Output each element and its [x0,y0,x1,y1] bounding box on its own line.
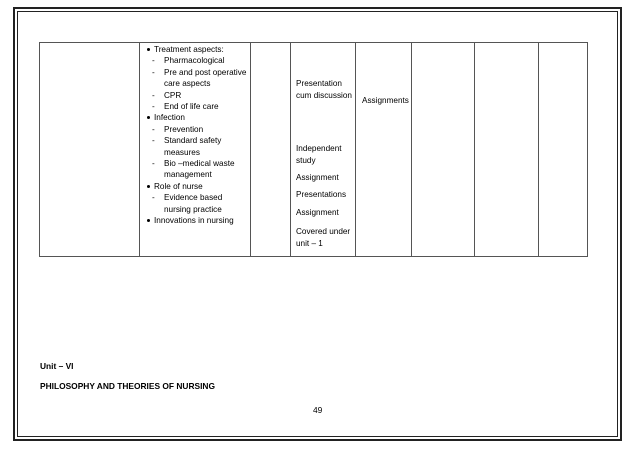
teaching-methods-cell [291,43,356,257]
evaluation-text: Assignments [362,96,409,105]
table-row [40,43,588,257]
method-assignment: Assignment [296,173,339,182]
curriculum-table [39,42,588,257]
list-item: - Pre and post operative care aspects [152,67,247,89]
list-item: - Standard safety measures [152,136,222,157]
list-item: - Bio –medical waste management [152,159,235,180]
page-number: 49 [313,405,323,415]
list-item: Treatment aspects: [144,44,250,55]
unit-title: Unit – VI [40,361,74,371]
evaluation-cell [356,43,412,257]
method-assignment-second: Assignment [296,208,339,217]
content-cell [140,43,251,257]
unit-objectives-cell [40,43,140,257]
list-item: - CPR [152,90,182,100]
list-item: Infection [144,112,250,123]
list-item: - End of life care [152,102,219,112]
unit-subtitle: PHILOSOPHY AND THEORIES OF NURSING [40,381,215,391]
empty-cell [475,43,539,257]
hours-cell [251,43,291,257]
empty-cell [412,43,475,257]
method-presentation-discussion: Presentation cum discussion [296,79,352,100]
list-item: - Pharmacological [152,56,225,66]
list-item: - Prevention [152,124,204,134]
content-list [140,44,250,227]
list-item: Innovations in nursing [144,215,250,226]
empty-cell [539,43,588,257]
list-item: Role of nurse [144,181,250,192]
method-independent-study: Independent study [296,144,342,165]
method-covered-under: Covered under unit – 1 [296,227,351,248]
method-presentations: Presentations [296,190,347,199]
list-item: - Evidence based nursing practice [152,193,223,214]
